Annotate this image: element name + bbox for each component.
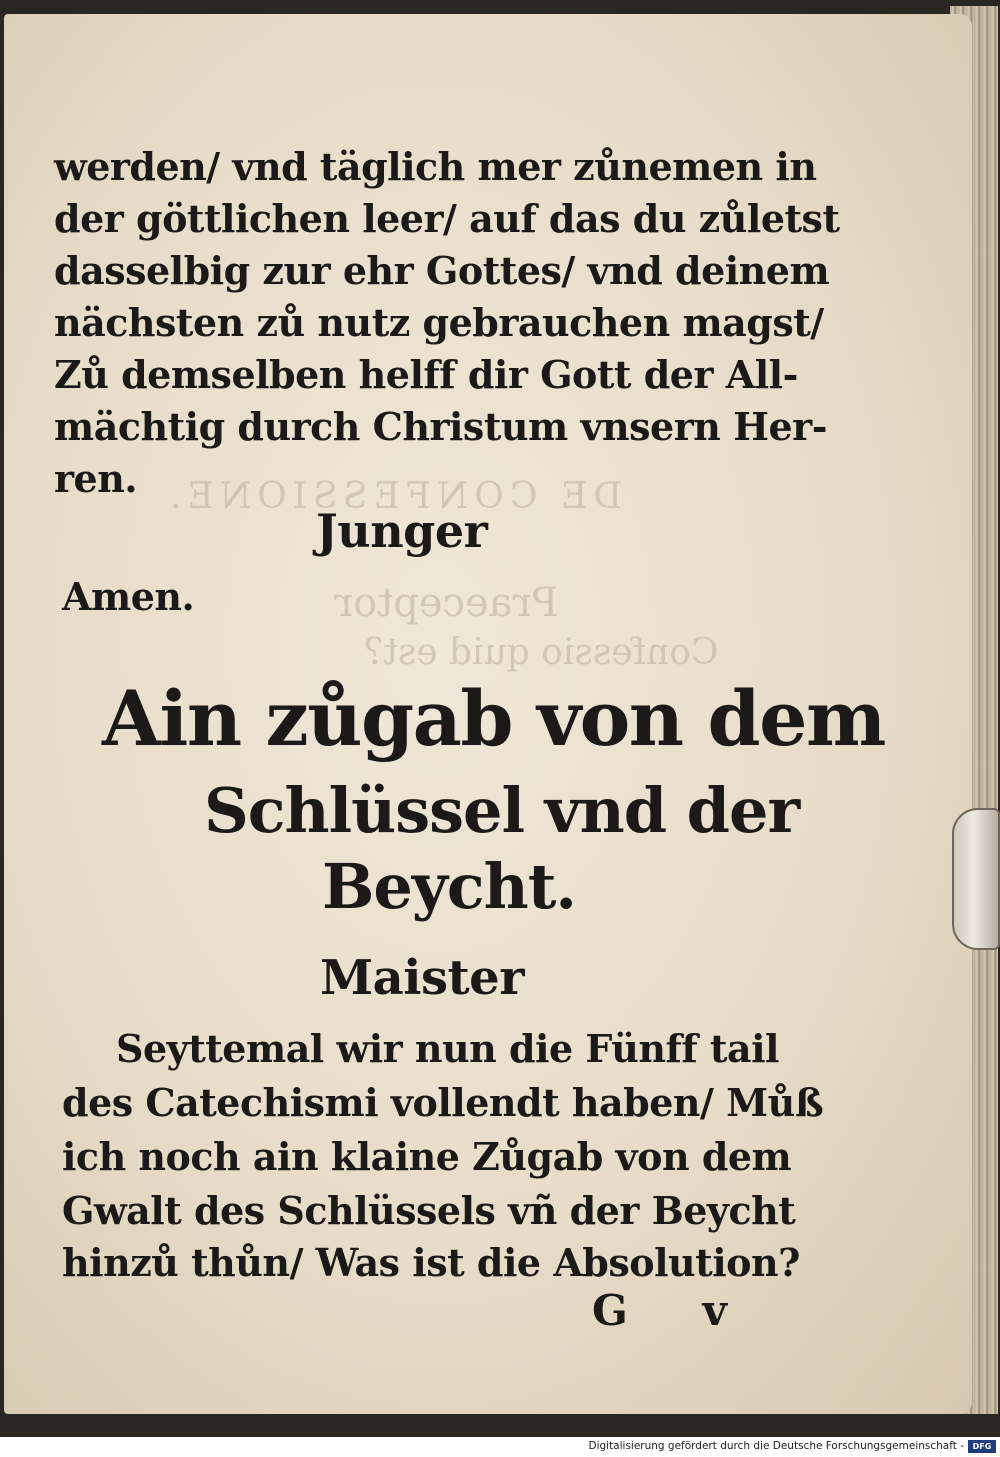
signature-mark: G v xyxy=(592,1286,757,1335)
body-line: hinzů thůn/ Was ist die Absolution? xyxy=(62,1240,800,1285)
page-text xyxy=(4,14,972,1414)
body-line: werden/ vnd täglich mer zůnemen in xyxy=(54,144,817,189)
dfg-logo: DFG xyxy=(968,1440,996,1453)
body-line: ren. xyxy=(54,456,138,501)
body-line: Seyttemal wir nun die Fünff tail xyxy=(116,1026,779,1071)
body-line: nächsten zů nutz gebrauchen magst/ xyxy=(54,300,824,345)
section-heading-line: Ain zůgab von dem xyxy=(102,674,885,763)
amen-line: Amen. xyxy=(62,574,195,619)
body-line: der göttlichen leer/ auf das du zůletst xyxy=(54,196,840,241)
bleed-through-line: Confessio quid est? xyxy=(364,632,719,673)
footer-credit: Digitalisierung gefördert durch die Deutsche Forschungsgemeinschaft - xyxy=(588,1440,964,1452)
metal-clasp xyxy=(952,808,1000,950)
body-line: ich noch ain klaine Zůgab von dem xyxy=(62,1134,792,1179)
speaker-label-master: Maister xyxy=(320,950,524,1006)
bleed-through-line: DE CONFESSIONE. xyxy=(164,476,623,517)
book-page xyxy=(4,14,972,1414)
body-line: des Catechismi vollendt haben/ Můß xyxy=(62,1080,824,1125)
body-line: Gwalt des Schlüssels vñ der Beycht xyxy=(62,1188,796,1233)
body-line: dasselbig zur ehr Gottes/ vnd deinem xyxy=(54,248,830,293)
body-line: Zů demselben helff dir Gott der All- xyxy=(54,352,798,397)
section-heading-line: Schlüssel vnd der xyxy=(204,774,800,847)
footer-bar xyxy=(0,1437,1000,1457)
section-heading-line: Beycht. xyxy=(322,850,576,923)
speaker-label-student: Junger xyxy=(316,504,488,558)
body-line: mächtig durch Christum vnsern Her- xyxy=(54,404,827,449)
bleed-through-line: Praeceptor xyxy=(334,580,559,626)
